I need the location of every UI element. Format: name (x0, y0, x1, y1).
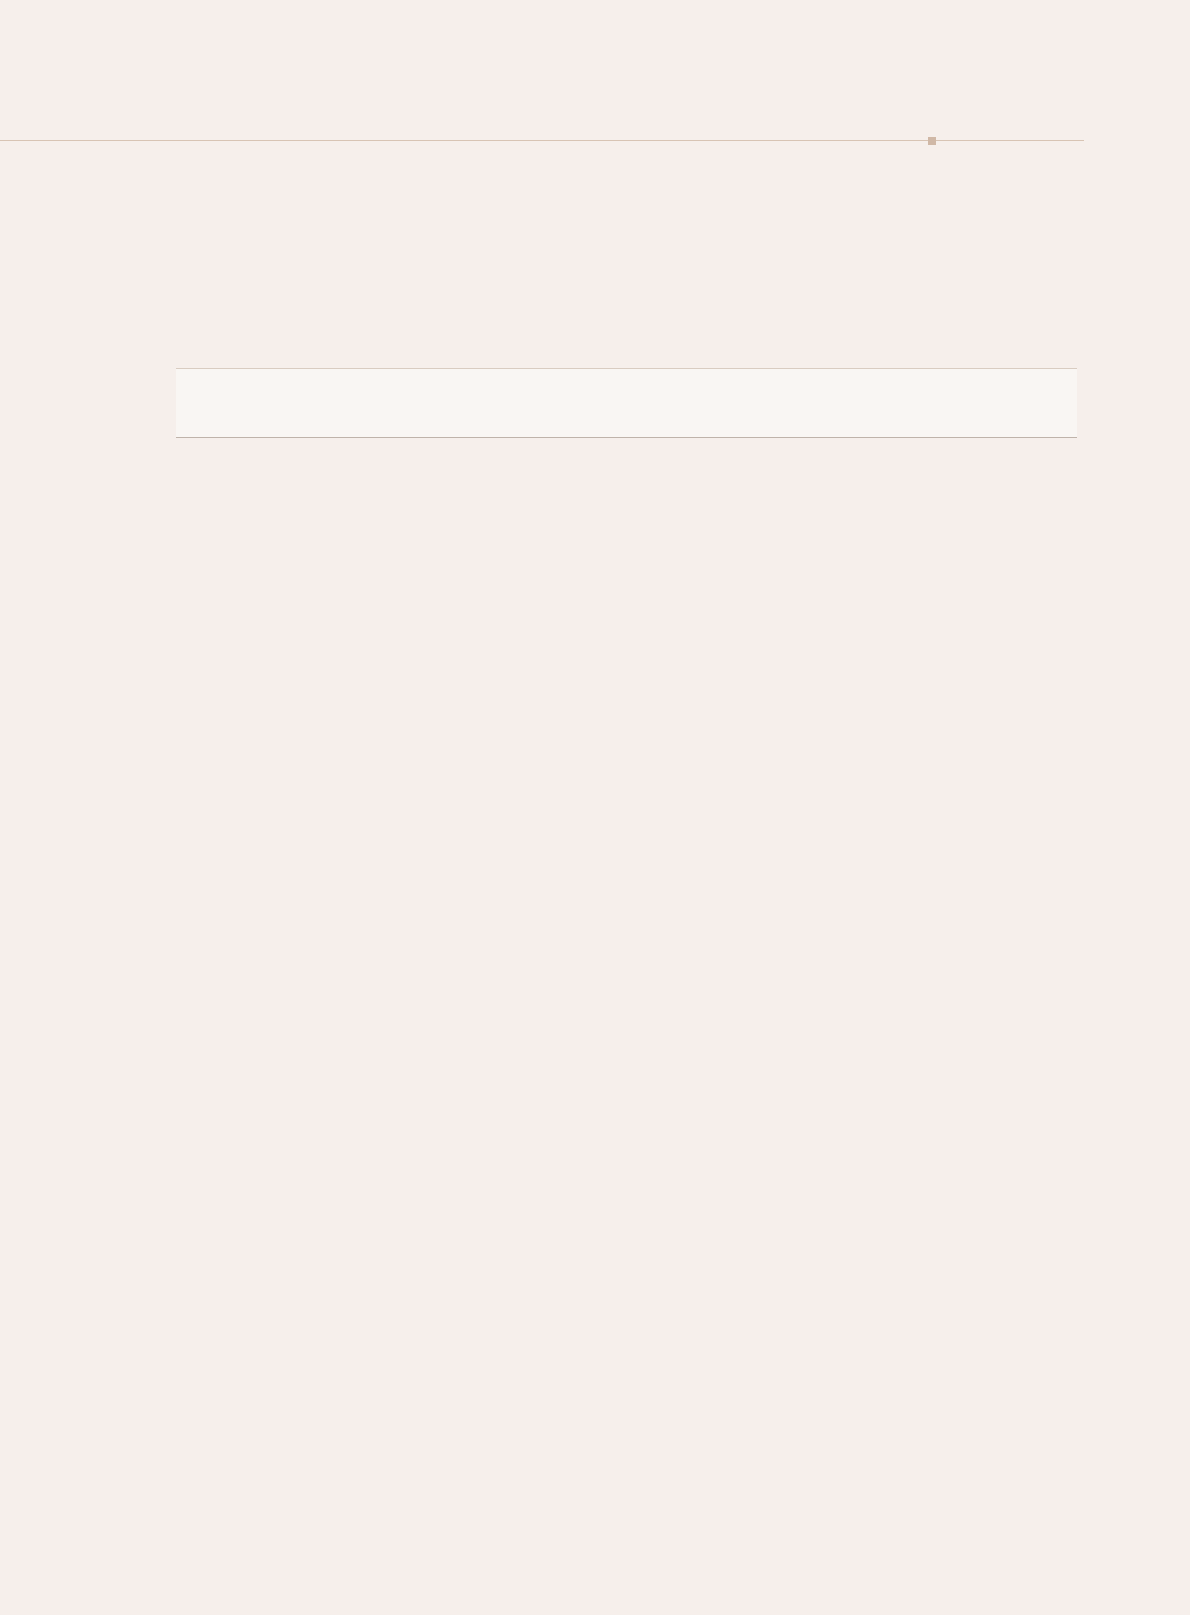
total-label (176, 399, 340, 438)
table-footer (176, 368, 1077, 437)
section-title (84, 278, 92, 303)
total-book-2023 (995, 399, 1077, 438)
subordinated-bonds-table (176, 368, 1077, 438)
subordinated-bonds-table-container (176, 368, 1077, 438)
total-book-2022 (749, 399, 831, 438)
subsection-title (130, 325, 176, 347)
total-increase (831, 399, 913, 438)
header-square-ornament (928, 137, 936, 145)
total-row (176, 399, 1077, 438)
header-text (1064, 115, 1078, 133)
page-header (0, 112, 1084, 142)
header-rule (0, 140, 1084, 141)
table-spacer (176, 368, 1077, 399)
total-decrease (913, 399, 995, 438)
